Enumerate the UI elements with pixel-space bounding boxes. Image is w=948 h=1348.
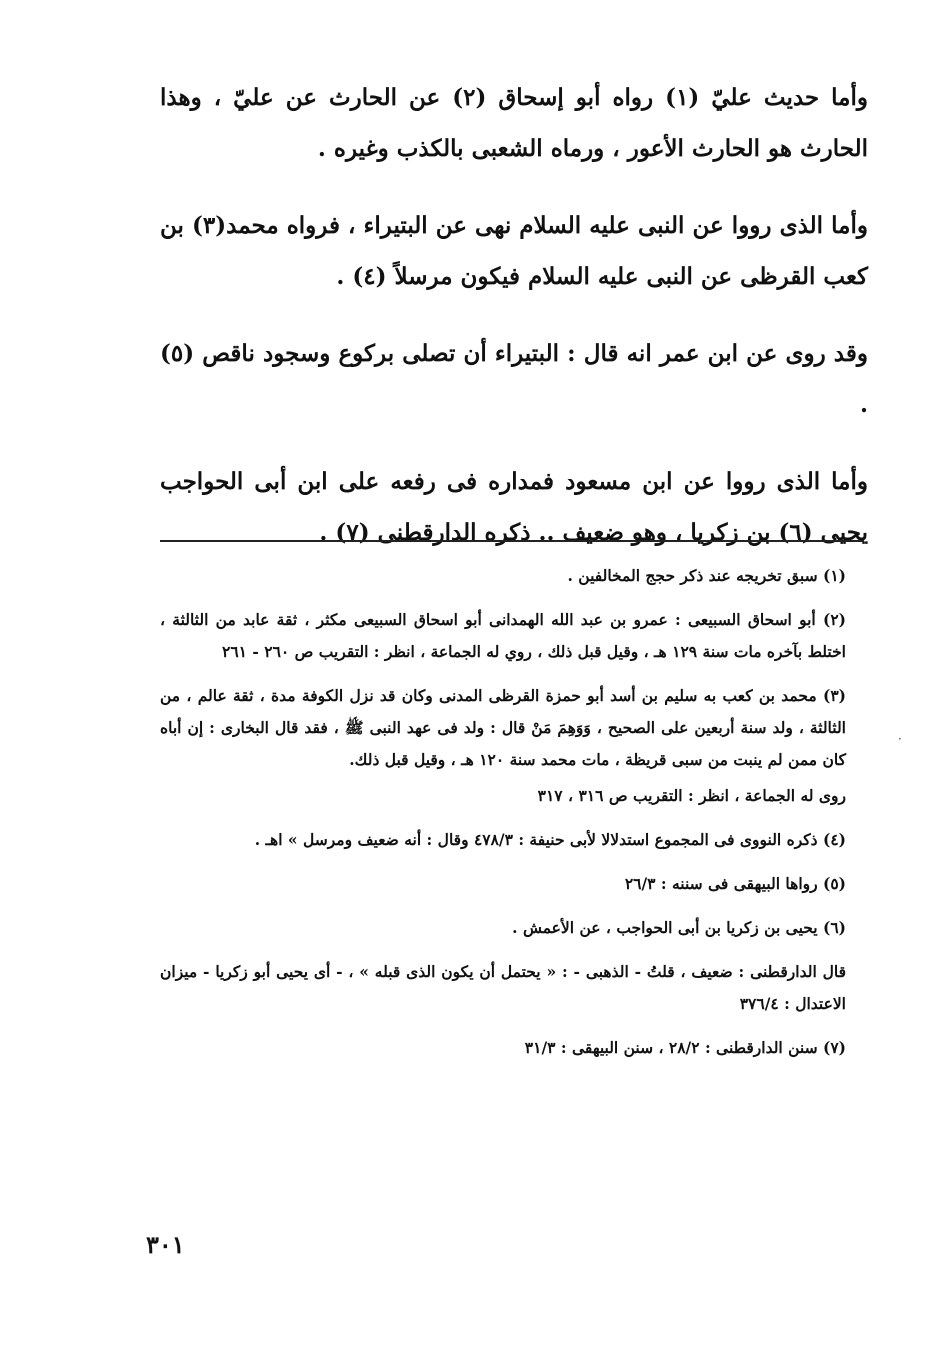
footnote-6: (٦) يحيى بن زكريا بن أبى الحواجب ، عن الأعمش .	[512, 918, 846, 937]
footnote-3: (٣) محمد بن كعب به سليم بن أسد أبو حمزة القرظى المدنى وكان قد نزل الكوفة مدة ، ثقة عالم ، من الثالثة ، ولد سنة أربعين على الصحيح ، وَوَهِمَ مَنْ قال : ولد فى عهد النبى ﷺ ، فقد قال البخارى : إن أباه كان ممن لم ينبت من سبى قريظة ، مات محمد سنة ١٢٠ هـ ، وقيل قبل ذلك.	[160, 686, 846, 769]
main-paragraph-4: وأما الذى رووا عن ابن مسعود فمداره فى رفعه على ابن أبى الحواجب يحيى (٦) بن زكريا ، وهو ضعيف .. ذكره الدارقطنى (٧) .	[160, 468, 868, 546]
footnote-2: (٢) أبو اسحاق السبيعى : عمرو بن عبد الله الهمدانى أبو اسحاق السبيعى مكثر ، ثقة عابد من الثالثة ، اختلط بآخره مات سنة ١٢٩ هـ ، وقيل قبل ذلك ، روي له الجماعة ، انظر : التقريب ص ٢٦٠ - ٢٦١	[160, 610, 846, 661]
main-paragraph-1: وأما حديث عليّ (١) رواه أبو إسحاق (٢) عن الحارث عن عليّ ، وهذا الحارث هو الحارث الأعور ، ورماه الشعبى بالكذب وغيره .	[160, 84, 868, 162]
footnote-1: (١) سبق تخريجه عند ذكر حجج المخالفين .	[567, 566, 846, 585]
main-text	[160, 72, 868, 584]
footnote-3-continued: روى له الجماعة ، انظر : التقريب ص ٣١٦ ، ٣١٧	[537, 786, 846, 805]
footnote-5: (٥) رواها البيهقى فى سننه : ٢٦/٣	[624, 874, 846, 893]
scan-speck: ·	[898, 732, 902, 746]
footnote-7: (٧) سنن الدارقطنى : ٢٨/٢ ، سنن البيهقى : ٣١/٣	[524, 1038, 846, 1057]
footnote-separator	[160, 540, 864, 542]
footnote-6-continued: قال الدارقطنى : ضعيف ، قلتُ - الذهبى - : « يحتمل أن يكون الذى قبله » ، - أى يحيى أبو زكريا - ميزان الاعتدال : ٣٧٦/٤	[160, 962, 846, 1013]
main-paragraph-3: وقد روى عن ابن عمر انه قال : البتيراء أن تصلى بركوع وسجود ناقص (٥) .	[160, 340, 868, 418]
main-paragraph-2: وأما الذى رووا عن النبى عليه السلام نهى عن البتيراء ، فرواه محمد(٣) بن كعب القرظى عن النبى عليه السلام فيكون مرسلاً (٤) .	[160, 212, 868, 290]
page-number: ٣٠١	[146, 1230, 185, 1259]
footnotes	[160, 560, 868, 1076]
footnote-4: (٤) ذكره النووى فى المجموع استدلالا لأبى حنيفة : ٤٧٨/٣ وقال : أنه ضعيف ومرسل » اهـ .	[254, 830, 846, 849]
